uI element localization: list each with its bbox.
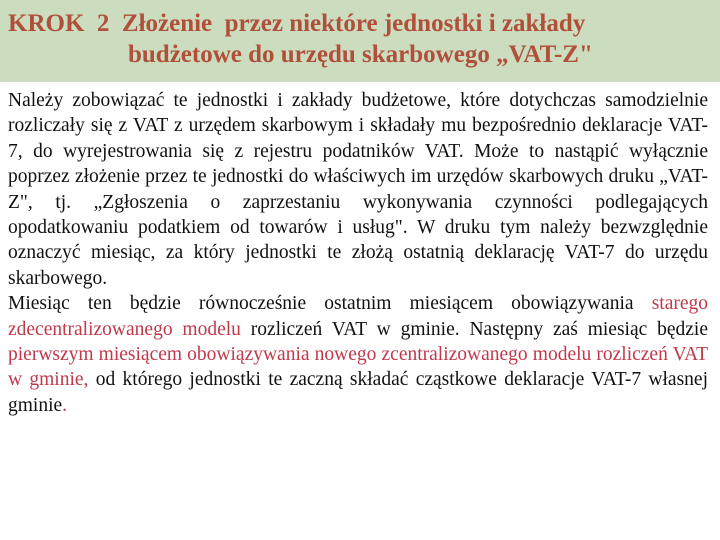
paragraph-2-part-5: od którego jednostki te zaczną składać cząstkowe deklaracje VAT-7 własnej gminie [8, 369, 708, 416]
paragraph-2 [8, 291, 708, 418]
paragraph-2-final-period: . [62, 394, 68, 416]
slide-title-line-2: budżetowe do urzędu skarbowego „VAT-Z" [128, 41, 593, 68]
paragraph-2-part-1: Miesiąc ten będzie równocześnie ostatnim miesiącem obowiązywania [8, 293, 652, 315]
slide-title-banner [0, 0, 720, 82]
paragraph-2-part-3: rozliczeń VAT w gminie. Następny zaś miesiąc będzie [240, 318, 709, 340]
highlight-new-model: pierwszym miesiącem obowiązywania nowego zcentralizowanego modelu rozliczeń VAT w gminie, [8, 344, 708, 391]
paragraph-1: Należy zobowiązać te jednostki i zakłady budżetowe, które dotychczas samodzielnie rozliczały się z VAT z urzędem skarbowym i składały mu bezpośrednio deklaracje VAT-7, do wyrejestrowania się z rejestru podatników VAT. Może to nastąpić wyłącznie poprzez złożenie przez te jednostki do właściwych im urzędów skarbowych druku „VAT-Z", tj. „Zgłoszenia o zaprzestaniu wykonywania czynności podlegających opodatkowaniu podatkiem od towarów i usług". W druku tym należy bezwzględnie oznaczyć miesiąc, za który jednostki te złożą ostatnią deklarację VAT-7 do urzędu skarbowego. [8, 90, 708, 289]
slide-body [8, 88, 708, 418]
highlight-old-model: starego zdecentralizowanego modelu [8, 293, 708, 340]
slide-title-line-1: KROK 2 Złożenie przez niektóre jednostki i zakłady [8, 10, 586, 37]
